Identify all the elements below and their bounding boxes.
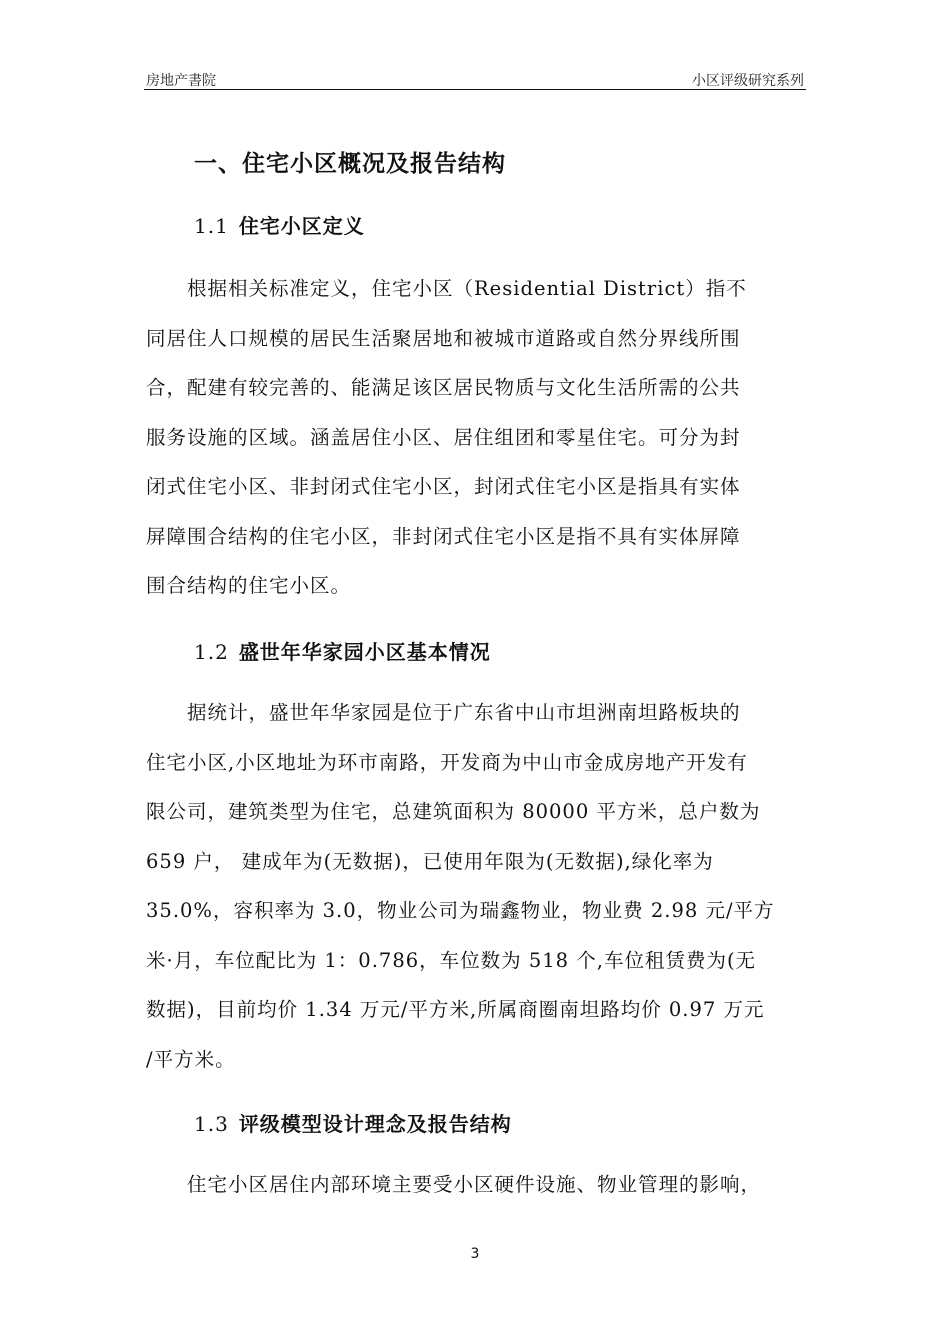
paragraph-line: 住宅小区居住内部环境主要受小区硬件设施、物业管理的影响， xyxy=(187,1173,762,1196)
subsection-3-title: 评级模型设计理念及报告结构 xyxy=(238,1112,512,1136)
subsection-1-paragraph xyxy=(146,264,806,611)
paragraph-line: 屏障围合结构的住宅小区，非封闭式住宅小区是指不具有实体屏障 xyxy=(146,524,741,548)
paragraph-line: 数据)，目前均价 1.34 万元/平方米,所属商圈南坦路均价 0.97 万元 xyxy=(146,998,765,1021)
page-number: 3 xyxy=(470,1246,480,1262)
subsection-3-paragraph xyxy=(146,1160,806,1210)
subsection-1-title: 住宅小区定义 xyxy=(238,214,365,238)
paragraph-line: /平方米。 xyxy=(146,1047,236,1071)
paragraph-line: 围合结构的住宅小区。 xyxy=(146,574,352,597)
subsection-2-number: 1.2 xyxy=(194,640,229,664)
paragraph-line: 服务设施的区域。涵盖居住小区、居住组团和零星住宅。可分为封 xyxy=(146,425,741,449)
section-title: 一、住宅小区概况及报告结构 xyxy=(194,151,506,177)
subsection-1-number: 1.1 xyxy=(194,214,229,238)
paragraph-line: 根据相关标准定义，住宅小区（Residential District）指不 xyxy=(187,277,747,300)
header-divider xyxy=(144,89,806,90)
header-series-title: 小区评级研究系列 xyxy=(692,73,804,89)
paragraph-line: 659 户， 建成年为(无数据)，已使用年限为(无数据),绿化率为 xyxy=(146,849,714,873)
paragraph-line: 限公司，建筑类型为住宅，总建筑面积为 80000 平方米，总户数为 xyxy=(146,800,761,823)
subsection-3-heading xyxy=(194,1108,512,1137)
paragraph-line: 住宅小区,小区地址为环市南路，开发商为中山市金成房地产开发有 xyxy=(146,750,748,774)
paragraph-line: 同居住人口规模的居民生活聚居地和被城市道路或自然分界线所围 xyxy=(146,326,741,350)
paragraph-line: 合，配建有较完善的、能满足该区居民物质与文化生活所需的公共 xyxy=(146,376,741,399)
subsection-2-paragraph xyxy=(146,688,806,1084)
paragraph-line: 米·月，车位配比为 1：0.786，车位数为 518 个,车位租赁费为(无 xyxy=(146,948,757,972)
paragraph-line: 闭式住宅小区、非封闭式住宅小区，封闭式住宅小区是指具有实体 xyxy=(146,475,741,498)
subsection-3-number: 1.3 xyxy=(194,1112,229,1136)
subsection-2-title: 盛世年华家园小区基本情况 xyxy=(238,640,491,664)
paragraph-line: 据统计，盛世年华家园是位于广东省中山市坦洲南坦路板块的 xyxy=(187,701,741,724)
header-brand: 房地产書院 xyxy=(146,73,216,89)
subsection-2-heading xyxy=(194,636,491,665)
paragraph-line: 35.0%，容积率为 3.0，物业公司为瑞鑫物业，物业费 2.98 元/平方 xyxy=(146,899,775,922)
subsection-1-heading xyxy=(194,210,365,239)
